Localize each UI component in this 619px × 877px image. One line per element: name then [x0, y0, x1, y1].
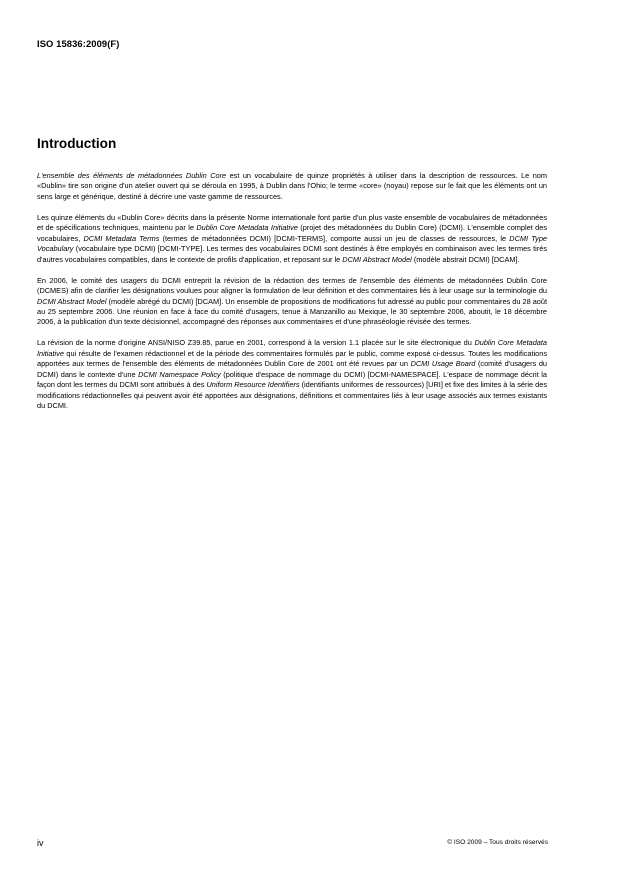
paragraph-1 [37, 171, 547, 202]
text-run: (vocabulaire type DCMI) [DCMI-TYPE]. Les termes des vocabulaires DCMI sont destinés à être employés en combinaison avec les termes tirés d'autres vocabulaires compatibles, dans le contexte de profils d'application, et reposant sur le [37, 244, 547, 264]
text-run: (termes de métadonnées DCMI) [DCMI-TERMS], comporte aussi un jeu de classes de ressources, le [159, 233, 510, 243]
text-run: (politique d'espace de nommage du DCMI) [DCMI-NAMESPACE]. L'espace de nommage décrit la façon dont les termes du DCMI sont attribués à des [37, 369, 547, 390]
text-run: En 2006, le comité des usagers du DCMI entreprit la révision de la rédaction des termes de l'ensemble des éléments de métadonnées Dublin Core (DCMES) afin de clarifier les désignations voulues pour aligner la formulation de leur définition et des commentaires liés à leur usage sur la terminologie du [37, 275, 547, 296]
text-run: La révision de la norme d'origine ANSI/NISO Z39.85, parue en 2001, correspond à la version 1.1 placée sur le site électronique du [37, 338, 475, 348]
text-run: est un vocabulaire de quinze propriétés à utiliser dans la description de ressources. Le nom «Dublin» tire son origine d'un atelier ouvert qui se déroula en 1995, à Dublin dans l'Ohio; le terme «core» (noyau) repose sur le fait que les éléments ont un sens large et générique, destiné à décrire une vaste gamme de ressources. [37, 171, 547, 201]
italic-term: Uniform Resource Identifiers [206, 380, 300, 390]
paragraph-3 [37, 276, 547, 328]
text-run: (modèle abstrait DCMI) [DCAM]. [411, 254, 520, 264]
italic-term: DCMI Usage Board [410, 359, 476, 369]
copyright-notice: © ISO 2009 – Tous droits réservés [447, 839, 548, 846]
paragraph-4 [37, 338, 547, 411]
italic-term: DCMI Namespace Policy [138, 369, 221, 379]
italic-term: DCMI Abstract Model [37, 296, 107, 306]
text-run: (identifiants uniformes de ressources) [URI] et fixe des limites à la série des modifications rédactionnelles qui peuvent avoir été apportées aux désignations, définitions et commentaires liés à leur usage associés aux termes existants du DCMI. [37, 380, 547, 411]
italic-term: DCMI Metadata Terms [83, 233, 160, 243]
text-run: (modèle abrégé du DCMI) [DCAM]. Un ensemble de propositions de modifications fut adressé au public pour commentaires du 28 août au 25 septembre 2006. Une réunion en face à face du comité d'usagers, tenue à Manzanillo au Mexique, le 30 septembre 2006, aboutit, le 18 décembre 2006, à la publication d'un texte décisionnel, accompagné des réponses aux commentaires et d'une phraséologie révisée des termes. [37, 296, 547, 327]
paragraph-2 [37, 213, 547, 265]
italic-term: DCMI Type Vocabulary [37, 233, 548, 254]
italic-term: DCMI Abstract Model [342, 254, 412, 264]
text-run: (projet des métadonnées du Dublin Core) (DCMI). L'ensemble complet des vocabulaires, [37, 223, 547, 243]
italic-term: Dublin Core Metadata Initiative [196, 223, 298, 233]
italic-term: Dublin Core Metadata Initiative [37, 338, 547, 358]
italic-term: L'ensemble des éléments de métadonnées Dublin Core [37, 171, 227, 180]
text-run: Les quinze éléments du «Dublin Core» décrits dans la présente Norme internationale font partie d'un plus vaste ensemble de vocabulaires de métadonnées et de spécifications techniques, maintenu par le [37, 212, 547, 233]
section-title: Introduction [37, 136, 117, 151]
text-run: qui résulte de l'examen rédactionnel et de la période des commentaires formulés par le public, comme exposé ci-dessus. Toutes les modifications apportées aux termes de l'ensemble des éléments de métadonnées Dublin Core de 2001 ont été revues par un [37, 348, 547, 369]
page-number: iv [37, 838, 44, 848]
document-id-header: ISO 15836:2009(F) [37, 38, 120, 49]
text-run: (comité d'usagers du DCMI) dans le contexte d'une [37, 359, 548, 379]
body-text [37, 171, 547, 422]
